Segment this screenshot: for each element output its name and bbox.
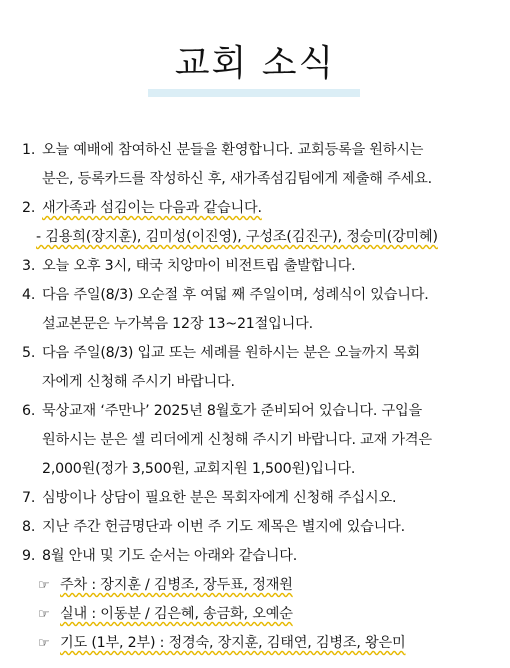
item-text-continued	[22, 426, 498, 455]
list-item	[22, 252, 498, 281]
item-text: 새가족과 섬김이는 다음과 같습니다.	[42, 200, 262, 216]
item-number: 1.	[22, 142, 36, 158]
item-text: 묵상교재 ‘주만나’ 2025년 8월호가 준비되어 있습니다. 구입을	[42, 403, 423, 419]
item-text: 설교본문은 누가복음 12장 13~21절입니다.	[42, 316, 313, 332]
item-number: 8.	[22, 519, 36, 535]
announcement-list	[22, 136, 498, 658]
item-text-continued	[22, 165, 498, 194]
item-text: 오늘 예배에 참여하신 분들을 환영합니다. 교회등록을 원하시는	[42, 142, 424, 158]
item-subline	[22, 223, 498, 252]
schedule-item-prayer	[22, 629, 498, 658]
item-text: 심방이나 상담이 필요한 분은 목회자에게 신청해 주십시오.	[42, 490, 397, 506]
item-text: 자에게 신청해 주시기 바랍니다.	[42, 374, 235, 390]
page-title: 교회 소식	[174, 43, 336, 84]
list-item	[22, 281, 498, 310]
item-text: 다음 주일(8/3) 입교 또는 세례를 원하시는 분은 오늘까지 목회	[42, 345, 421, 361]
item-number: 3.	[22, 258, 36, 274]
item-number: 5.	[22, 345, 36, 361]
pointing-hand-icon: ☞	[38, 636, 50, 651]
item-text: 원하시는 분은 셀 리더에게 신청해 주시기 바랍니다. 교재 가격은	[42, 432, 432, 448]
schedule-text: 실내 : 이동분 / 김은혜, 송금화, 오예순	[60, 606, 293, 622]
item-text: 2,000원(정가 3,500원, 교회지원 1,500원)입니다.	[42, 461, 356, 477]
item-number: 7.	[22, 490, 36, 506]
schedule-item-indoor	[22, 600, 498, 629]
list-item	[22, 542, 498, 571]
item-number: 4.	[22, 287, 36, 303]
list-item	[22, 484, 498, 513]
item-text-continued	[22, 368, 498, 397]
title-highlight-bar	[148, 89, 360, 97]
item-text: 8월 안내 및 기도 순서는 아래와 같습니다.	[42, 548, 298, 564]
schedule-item-parking	[22, 571, 498, 600]
list-item	[22, 339, 498, 368]
item-text-continued	[22, 310, 498, 339]
pointing-hand-icon: ☞	[38, 607, 50, 622]
item-text: 지난 주간 헌금명단과 이번 주 기도 제목은 별지에 있습니다.	[42, 519, 405, 535]
title-wrap	[0, 42, 510, 86]
item-number: 2.	[22, 200, 36, 216]
item-number: 6.	[22, 403, 36, 419]
list-item	[22, 194, 498, 223]
list-item	[22, 513, 498, 542]
item-text-continued	[22, 455, 498, 484]
new-family-list: - 김용희(장지훈), 김미성(이진영), 구성조(김진구), 정승미(강미혜)	[36, 229, 438, 245]
list-item	[22, 397, 498, 426]
list-item	[22, 136, 498, 165]
item-text: 다음 주일(8/3) 오순절 후 여덟 째 주일이며, 성례식이 있습니다.	[42, 287, 429, 303]
item-text: 분은, 등록카드를 작성하신 후, 새가족섬김팀에게 제출해 주세요.	[42, 171, 432, 187]
item-text: 오늘 오후 3시, 태국 치앙마이 비전트립 출발합니다.	[42, 258, 356, 274]
schedule-text: 기도 (1부, 2부) : 정경숙, 장지훈, 김태연, 김병조, 왕은미	[60, 635, 406, 651]
item-number: 9.	[22, 548, 36, 564]
pointing-hand-icon: ☞	[38, 578, 50, 593]
schedule-text: 주차 : 장지훈 / 김병조, 장두표, 정재원	[60, 577, 293, 593]
